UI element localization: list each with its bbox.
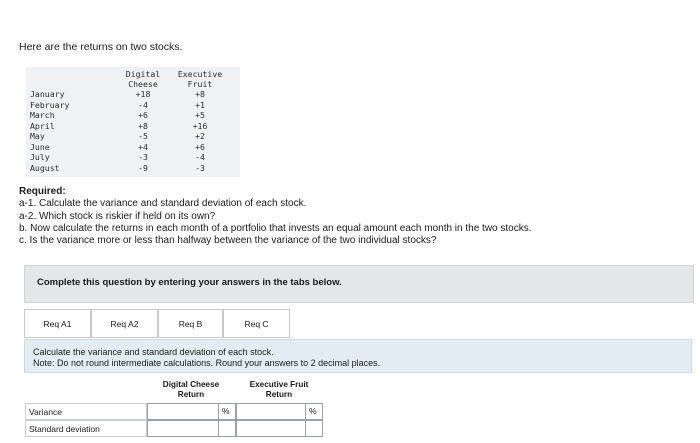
table-row: January +18 +8 — [30, 89, 205, 99]
standard-deviation-label: Standard deviation — [25, 420, 147, 437]
required-title: Required: — [19, 186, 66, 197]
exec-std-dev-input[interactable] — [236, 420, 306, 437]
tab-req-a1[interactable]: Req A1 — [24, 309, 91, 338]
digital-std-dev-blank — [219, 420, 236, 437]
complete-question-banner — [24, 265, 694, 303]
table-row: June +4 +6 — [30, 141, 205, 152]
required-b: b. Now calculate the returns in each month of a portfolio that invests an equal amount each month in the two stocks. — [19, 222, 532, 234]
required-section — [19, 186, 689, 247]
table-row: July -3 -4 — [30, 152, 205, 162]
digital-cheese-return-header: Digital Cheese Return — [162, 380, 220, 399]
instruction-line-1: Calculate the variance and standard deviation of each stock. — [33, 347, 274, 357]
variance-label: Variance — [25, 403, 147, 420]
exec-variance-pct: % — [306, 403, 323, 420]
exec-std-dev-blank — [306, 420, 323, 437]
digital-std-dev-input[interactable] — [147, 420, 219, 437]
executive-fruit-return-header: Executive Fruit Return — [249, 380, 309, 399]
instruction-note: Note: Do not round intermediate calculations. Round your answers to 2 decimal places. — [33, 358, 381, 368]
exec-variance-input[interactable] — [236, 403, 306, 420]
required-c: c. Is the variance more or less than halfway between the variance of the two individual stocks? — [19, 235, 437, 247]
tab-req-a2[interactable]: Req A2 — [91, 309, 158, 338]
table-row: August -9 -3 — [30, 162, 205, 173]
intro-text: Here are the returns on two stocks. — [19, 41, 183, 53]
executive-fruit-header: Executive Fruit — [177, 69, 223, 89]
table-row: April +8 +16 — [30, 120, 208, 131]
table-row: March +6 +5 — [30, 110, 205, 120]
digital-variance-pct: % — [219, 403, 236, 420]
table-row: May -5 +2 — [30, 131, 205, 141]
tab-req-c[interactable]: Req C — [223, 309, 290, 338]
table-row: February -4 +1 — [30, 99, 205, 110]
instruction-panel — [24, 339, 692, 373]
required-a2: a-2. Which stock is riskier if held on its own? — [19, 210, 216, 222]
required-a1: a-1. Calculate the variance and standard deviation of each stock. — [19, 198, 307, 210]
digital-cheese-header: Digital Cheese — [125, 69, 161, 89]
complete-question-text: Complete this question by entering your answers in the tabs below. — [37, 277, 342, 288]
digital-variance-input[interactable] — [147, 403, 219, 420]
stock-returns-table — [26, 67, 240, 177]
tab-req-b[interactable]: Req B — [158, 309, 223, 338]
